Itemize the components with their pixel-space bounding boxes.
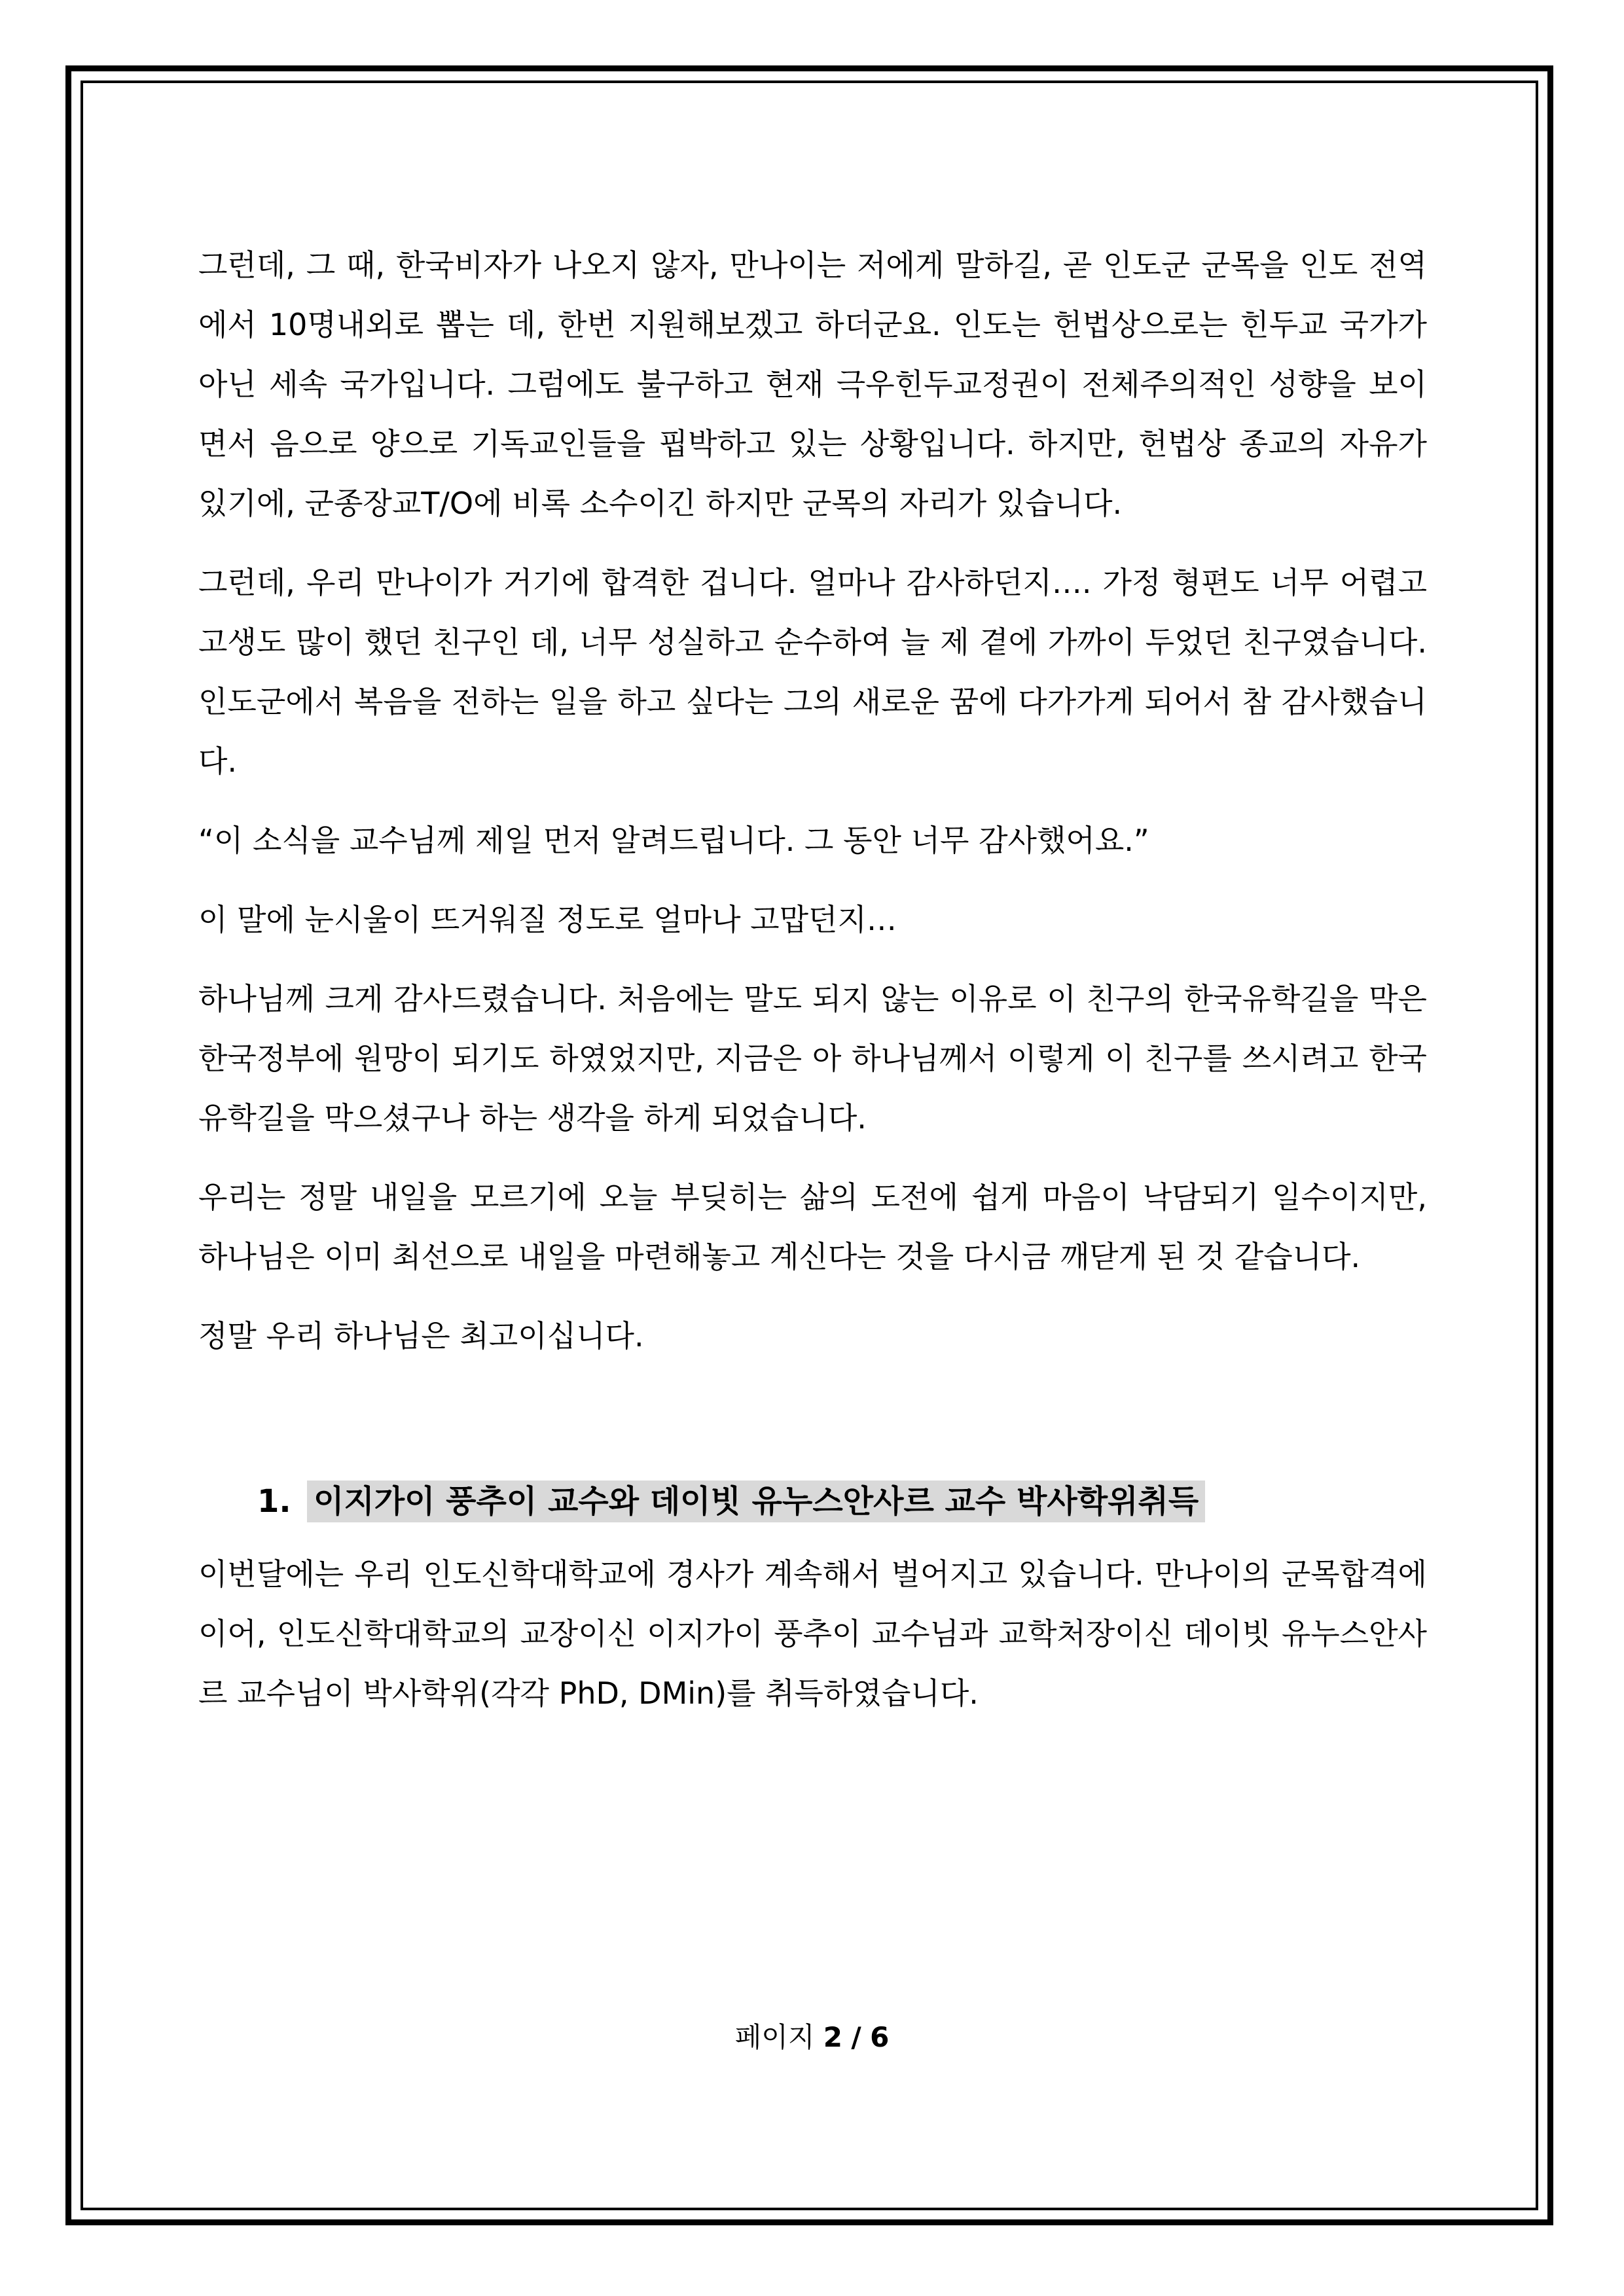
page-label: 페이지 (734, 2021, 815, 2053)
section-body: 이번달에는 우리 인도신학대학교에 경사가 계속해서 벌어지고 있습니다. 만나이의 군목합격에 이어, 인도신학대학교의 교장이신 이지가이 풍추이 교수님과 교학처장이신 데이빗 유누스안사르 교수님이 박사학위(각각 PhD, DMin)를 취득하였습니다. (198, 1556, 1427, 1711)
paragraph-6: 우리는 정말 내일을 모르기에 오늘 부딪히는 삶의 도전에 쉽게 마음이 낙담되기 일수이지만, 하나님은 이미 최선으로 내일을 마련해놓고 계신다는 것을 다시금 깨닫게 된 것 같습니다. (198, 1179, 1427, 1274)
document-body (198, 236, 1427, 1743)
section-number: 1. (257, 1483, 291, 1520)
paragraph-4: 이 말에 눈시울이 뜨거워질 정도로 얼마나 고맙던지… (198, 902, 897, 937)
section-heading (198, 1472, 1427, 1532)
paragraph-5: 하나님께 크게 감사드렸습니다. 처음에는 말도 되지 않는 이유로 이 친구의 한국유학길을 막은 한국정부에 원망이 되기도 하였었지만, 지금은 아 하나님께서 이렇게 이 친구를 쓰시려고 한국 유학길을 막으셨구나 하는 생각을 하게 되었습니다. (198, 981, 1427, 1136)
paragraph-7: 정말 우리 하나님은 최고이십니다. (198, 1318, 644, 1354)
current-page: 2 (823, 2021, 842, 2053)
section-title: 이지가이 풍추이 교수와 데이빗 유누스안사르 교수 박사학위취득 (307, 1480, 1205, 1522)
paragraph-1: 그런데, 그 때, 한국비자가 나오지 않자, 만나이는 저에게 말하길, 곧 인도군 군목을 인도 전역에서 10명내외로 뽑는 데, 한번 지원해보겠고 하더군요. 인도는 헌법상으로는 힌두교 국가가 아닌 세속 국가입니다. 그럼에도 불구하고 현재 극우힌두교정권이 전체주의적인 성향을 보이면서 음으로 양으로 기독교인들을 핍박하고 있는 상황입니다. 하지만, 헌법상 종교의 자유가 있기에, 군종장교T/O에 비록 소수이긴 하지만 군목의 자리가 있습니다. (198, 247, 1427, 521)
paragraph-2: 그런데, 우리 만나이가 거기에 합격한 겁니다. 얼마나 감사하던지…. 가정 형편도 너무 어렵고 고생도 많이 했던 친구인 데, 너무 성실하고 순수하여 늘 제 곁에 가까이 두었던 친구였습니다. 인도군에서 복음을 전하는 일을 하고 싶다는 그의 새로운 꿈에 다가가게 되어서 참 감사했습니다. (198, 565, 1427, 779)
paragraph-3: “이 소식을 교수님께 제일 먼저 알려드립니다. 그 동안 너무 감사했어요.” (198, 823, 1149, 858)
total-pages: 6 (870, 2021, 890, 2053)
page-separator: / (851, 2021, 861, 2053)
page-number (0, 2016, 1624, 2055)
